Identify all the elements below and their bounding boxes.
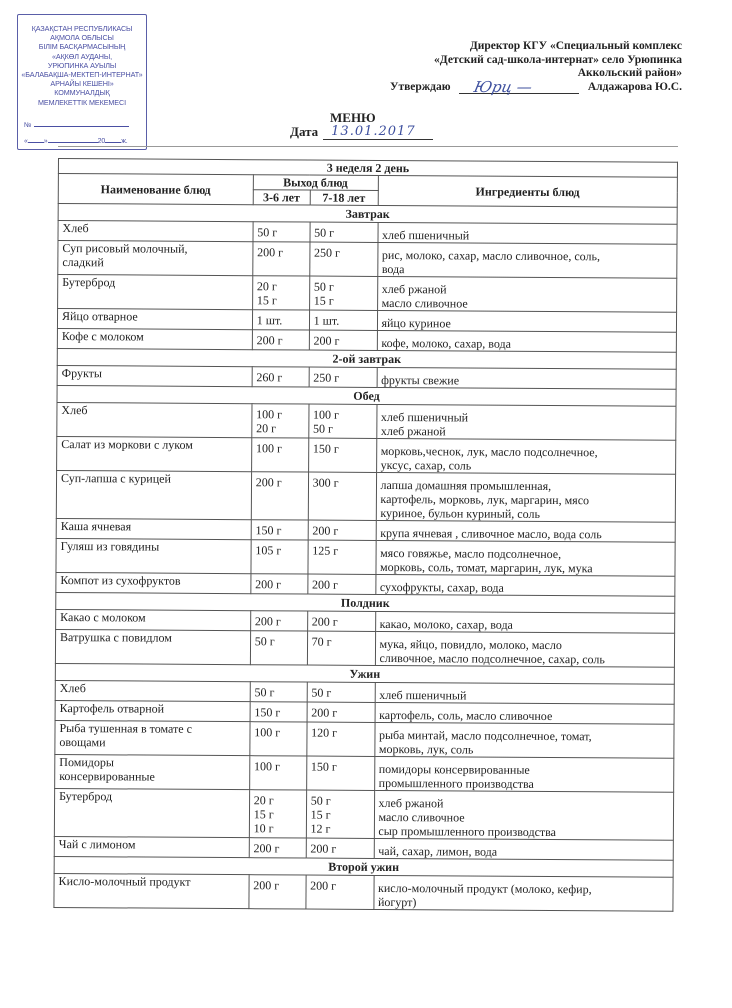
portion-3-6-cell xyxy=(250,702,307,722)
portion-7-18-line: 12 г xyxy=(310,821,331,836)
stamp-line: КОММУНАЛДЫҚ xyxy=(54,88,110,98)
stamp-line: БІЛІМ БАСҚАРМАСЫНЫҢ xyxy=(38,42,126,52)
portion-7-18-cell xyxy=(306,756,374,790)
dish-name-line: Хлеб xyxy=(59,681,86,696)
dish-name-cell xyxy=(57,328,252,349)
dish-name-line: Помидоры xyxy=(59,755,114,770)
portion-3-6-line: 20 г xyxy=(256,279,277,294)
ingredients-cell xyxy=(375,540,675,576)
section-title: Ужин xyxy=(55,663,674,684)
portion-3-6-line: 200 г xyxy=(255,577,282,592)
portion-3-6-cell xyxy=(252,330,309,350)
ingredients-line: сухофрукты, сахар, вода xyxy=(379,579,504,595)
dish-name-line: Рыба тушенная в томате с xyxy=(59,721,193,736)
dish-name-cell xyxy=(55,754,250,789)
portion-7-18-line: 200 г xyxy=(311,577,339,592)
portion-7-18-line: 100 г xyxy=(313,407,340,422)
document-title: МЕНЮ xyxy=(330,110,376,125)
dish-name-line: Компот из сухофруктов xyxy=(60,573,181,588)
dish-name-line: Суп рисовый молочный, xyxy=(62,241,188,256)
portion-3-6-line: 1 шт. xyxy=(256,313,283,328)
portion-3-6-cell xyxy=(251,574,308,594)
table-row xyxy=(56,470,675,522)
dish-name-line: Фрукты xyxy=(61,366,103,381)
ingredients-line: морковь,чеснок, лук, масло подсолнечное, xyxy=(380,443,598,460)
dish-name-line: овощами xyxy=(59,735,106,750)
section-title: Второй ужин xyxy=(54,856,673,877)
ingredients-line: масло сливочное xyxy=(378,809,465,825)
ingredients-line: хлеб ржаной xyxy=(378,795,444,811)
portion-7-18-line: 200 г xyxy=(310,878,337,893)
approval-line-2: «Детский сад-школа-интернат» село Урюпинка xyxy=(434,53,682,66)
dish-name-cell xyxy=(57,309,252,330)
ingredients-cell xyxy=(378,222,678,244)
menu-table-body xyxy=(54,204,677,912)
ingredients-cell xyxy=(374,790,674,840)
dish-name-cell xyxy=(55,700,250,721)
portion-3-6-cell xyxy=(252,367,309,387)
dish-name-line: консервированные xyxy=(59,769,155,784)
ingredients-cell xyxy=(376,520,676,542)
ingredients-cell xyxy=(377,242,677,278)
dish-name-line: Хлеб xyxy=(62,221,89,236)
portion-7-18-cell xyxy=(310,222,378,242)
portion-7-18-line: 120 г xyxy=(311,725,338,740)
dish-name-line: Ватрушка с повидлом xyxy=(60,630,172,645)
dish-name-cell xyxy=(56,572,251,593)
week-day-header: 3 неделя 2 день xyxy=(58,159,677,178)
ingredients-line: рис, молоко, сахар, масло сливочное, соль, xyxy=(381,247,601,264)
header-age-3-6: 3-6 лет xyxy=(253,190,310,205)
ingredients-line: рыба минтай, масло подсолнечное, томат, xyxy=(378,727,592,744)
date-row xyxy=(290,124,433,140)
portion-3-6-cell xyxy=(250,631,307,665)
stamp-line: «БАЛАБАҚША-МЕКТЕП-ИНТЕРНАТ» xyxy=(21,70,143,80)
ingredients-line: промышленного производства xyxy=(378,775,534,791)
portion-7-18-cell xyxy=(306,838,374,858)
portion-3-6-line: 50 г xyxy=(254,634,275,649)
portion-7-18-line: 150 г xyxy=(312,441,339,456)
portion-7-18-cell xyxy=(309,242,377,276)
portion-3-6-cell xyxy=(253,242,310,276)
portion-3-6-line: 200 г xyxy=(256,333,283,348)
portion-3-6-cell xyxy=(253,222,310,242)
dish-name-line: Яйцо отварное xyxy=(61,309,138,324)
dish-name-cell xyxy=(55,680,250,701)
approval-block xyxy=(390,40,682,94)
portion-7-18-line: 50 г xyxy=(311,685,332,700)
dish-name-line: Кисло-молочный продукт xyxy=(58,874,191,889)
ingredients-line: хлеб пшеничный xyxy=(380,409,469,425)
stamp-registration-number: № xyxy=(24,121,140,130)
portion-3-6-line: 100 г xyxy=(255,441,282,456)
ingredients-cell xyxy=(376,472,676,522)
portion-7-18-cell xyxy=(308,540,376,574)
handwritten-signature: Юрц — xyxy=(472,77,535,96)
table-row xyxy=(55,754,674,792)
ingredients-line: вода xyxy=(381,261,405,277)
section-title: Завтрак xyxy=(58,204,677,225)
date-label: Дата xyxy=(290,124,319,139)
table-row xyxy=(54,788,673,840)
ingredients-cell xyxy=(377,367,677,389)
header-output: Выход блюд xyxy=(253,175,378,191)
stamp-line: «АҚКӨЛ АУДАНЫ, xyxy=(51,51,112,61)
ingredients-line: хлеб пшеничный xyxy=(382,227,470,243)
dish-name-line: Гуляш из говядины xyxy=(60,539,160,554)
ingredients-cell xyxy=(375,682,675,704)
portion-3-6-line: 200 г xyxy=(253,841,280,856)
ingredients-line: сливочное, масло подсолнечное, сахар, соль xyxy=(379,650,605,667)
signature-line xyxy=(459,77,579,96)
approval-line-1: Директор КГУ «Специальный комплекс xyxy=(469,40,682,52)
dish-name-cell xyxy=(54,788,249,837)
approval-signature-row xyxy=(390,77,682,96)
portion-3-6-line: 100 г xyxy=(254,725,281,740)
dish-name-cell xyxy=(56,470,251,519)
portion-7-18-line: 125 г xyxy=(312,543,339,558)
portion-3-6-line: 20 г xyxy=(253,793,274,808)
stamp-line: УРЮПИНКА АУЫЛЫ xyxy=(47,60,117,70)
table-row xyxy=(54,873,673,911)
ingredients-cell xyxy=(377,310,677,332)
dish-name-cell xyxy=(56,609,251,630)
approval-line-3: Аккольский район» xyxy=(577,67,682,79)
portion-7-18-cell xyxy=(307,682,375,702)
portion-7-18-line: 250 г xyxy=(313,370,340,385)
header-ingredients: Ингредиенты блюд xyxy=(378,175,678,207)
ingredients-line: хлеб ржаной xyxy=(381,281,447,297)
portion-3-6-cell xyxy=(249,838,306,858)
ingredients-line: масло сливочное xyxy=(381,295,468,311)
portion-3-6-line: 105 г xyxy=(255,543,282,558)
portion-7-18-line: 200 г xyxy=(311,705,338,720)
ingredients-cell xyxy=(377,276,677,312)
portion-7-18-line: 200 г xyxy=(311,614,338,629)
portion-3-6-line: 50 г xyxy=(254,685,275,700)
portion-7-18-line: 200 г xyxy=(313,333,340,348)
table-row xyxy=(57,436,676,474)
section-title: 2-ой завтрак xyxy=(57,348,676,369)
ingredients-line: помидоры консервированные xyxy=(378,761,530,777)
dish-name-line: Бутерброд xyxy=(59,789,113,804)
dish-name-cell xyxy=(57,436,252,471)
portion-3-6-line: 200 г xyxy=(257,245,284,260)
portion-3-6-line: 200 г xyxy=(254,614,281,629)
portion-3-6-cell xyxy=(249,875,306,909)
approve-label: Утверждаю xyxy=(390,80,451,93)
ingredients-line: картофель, морковь, лук, маргарин, мясо xyxy=(380,491,590,508)
portion-3-6-cell xyxy=(250,682,307,702)
ingredients-line: какао, молоко, сахар, вода xyxy=(379,616,513,632)
portion-7-18-cell xyxy=(308,520,376,540)
dish-name-cell xyxy=(58,221,253,242)
ingredients-cell xyxy=(376,438,676,474)
stamp-line: МЕМЛЕКЕТТІК МЕКЕМЕСІ xyxy=(38,97,126,107)
portion-7-18-cell xyxy=(308,438,376,472)
dish-name-cell xyxy=(56,538,251,573)
portion-7-18-line: 50 г xyxy=(312,421,333,436)
portion-7-18-cell xyxy=(309,310,377,330)
ingredients-cell xyxy=(374,722,674,758)
portion-7-18-line: 50 г xyxy=(310,793,331,808)
ingredients-cell xyxy=(374,838,674,860)
portion-7-18-cell xyxy=(306,722,374,756)
portion-7-18-cell xyxy=(307,702,375,722)
portion-3-6-cell xyxy=(252,404,309,438)
ingredients-line: лапша домашняя промышленная, xyxy=(380,477,552,494)
ingredients-line: яйцо куриное xyxy=(381,315,451,331)
portion-7-18-cell xyxy=(308,404,376,438)
portion-7-18-line: 50 г xyxy=(313,279,334,294)
ingredients-cell xyxy=(377,330,677,352)
dish-name-cell xyxy=(54,836,249,857)
dish-name-line: сладкий xyxy=(62,255,104,270)
ingredients-line: хлеб пшеничный xyxy=(379,687,467,703)
portion-7-18-line: 15 г xyxy=(313,293,334,308)
ingredients-line: уксус, сахар, соль xyxy=(380,457,472,473)
director-name: Алдажарова Ю.С. xyxy=(587,80,682,93)
table-row xyxy=(58,275,677,313)
portion-7-18-cell xyxy=(309,276,377,310)
portion-7-18-cell xyxy=(306,875,374,909)
portion-7-18-cell xyxy=(308,472,376,520)
portion-3-6-cell xyxy=(252,310,309,330)
portion-7-18-line: 1 шт. xyxy=(313,313,340,328)
ingredients-line: кофе, молоко, сахар, вода xyxy=(381,335,512,351)
table-row xyxy=(56,538,675,576)
dish-name-line: Картофель отварной xyxy=(59,701,165,716)
ingredients-line: кисло-молочный продукт (молоко, кефир, xyxy=(378,880,592,897)
dish-name-line: Бутерброд xyxy=(62,275,116,290)
menu-table xyxy=(53,158,678,912)
stamp-line: ҚАЗАҚСТАН РЕСПУБЛИКАСЫ xyxy=(31,24,133,33)
ingredients-cell xyxy=(375,702,675,724)
stamp-date-line: « » 20 ж. xyxy=(24,138,128,145)
stamp-line: АРНАЙЫ КЕШЕНІ» xyxy=(50,79,114,89)
portion-3-6-line: 200 г xyxy=(253,878,280,893)
official-stamp xyxy=(17,14,147,150)
dish-name-cell xyxy=(55,629,250,664)
ingredients-line: морковь, лук, соль xyxy=(378,741,474,757)
portion-3-6-cell xyxy=(251,540,308,574)
table-row xyxy=(55,720,674,758)
ingredients-cell xyxy=(373,875,673,911)
ingredients-line: морковь, соль, томат, маргарин, лук, мука xyxy=(379,559,593,576)
ingredients-line: крупа ячневая , сливочное масло, вода соль xyxy=(380,525,602,542)
section-title: Полдник xyxy=(56,592,675,613)
dish-name-line: Салат из моркови с луком xyxy=(61,437,193,452)
portion-7-18-cell xyxy=(309,367,377,387)
handwritten-date: 13.01.2017 xyxy=(331,124,416,139)
portion-7-18-line: 300 г xyxy=(312,475,339,490)
ingredients-line: сыр промышленного производства xyxy=(378,823,557,840)
ingredients-line: куриное, бульон куриный, соль xyxy=(380,505,541,521)
dish-name-cell xyxy=(57,365,252,386)
portion-3-6-line: 10 г xyxy=(253,821,274,836)
ingredients-cell xyxy=(374,756,674,792)
portion-3-6-line: 15 г xyxy=(256,293,277,308)
ingredients-line: йогурт) xyxy=(377,894,417,910)
portion-3-6-cell xyxy=(250,611,307,631)
ingredients-line: мука, яйцо, повидло, молоко, масло xyxy=(379,636,562,653)
portion-7-18-cell xyxy=(307,574,375,594)
portion-7-18-line: 200 г xyxy=(312,523,339,538)
portion-3-6-cell xyxy=(252,276,309,310)
portion-3-6-cell xyxy=(249,790,306,838)
ingredients-line: фрукты свежие xyxy=(381,372,460,388)
ingredients-cell xyxy=(375,574,675,596)
dish-name-cell xyxy=(54,873,249,908)
portion-7-18-cell xyxy=(306,790,374,838)
table-row xyxy=(55,629,674,667)
portion-7-18-line: 150 г xyxy=(310,759,337,774)
dish-name-cell xyxy=(56,518,251,539)
portion-7-18-line: 250 г xyxy=(314,245,341,260)
portion-3-6-line: 200 г xyxy=(255,475,282,490)
dish-name-cell xyxy=(55,720,250,755)
dish-name-cell xyxy=(58,275,253,310)
ingredients-line: картофель, соль, масло сливочное xyxy=(379,707,553,724)
portion-3-6-line: 100 г xyxy=(256,407,283,422)
section-title: Обед xyxy=(57,385,676,406)
ingredients-cell xyxy=(375,631,675,667)
portion-7-18-cell xyxy=(307,611,375,631)
stamp-line: АҚМОЛА ОБЛЫСЫ xyxy=(50,33,114,43)
portion-3-6-cell xyxy=(249,756,306,790)
portion-3-6-line: 150 г xyxy=(255,523,282,538)
portion-3-6-cell xyxy=(251,472,308,520)
dish-name-line: Каша ячневая xyxy=(60,519,132,534)
dish-name-line: Кофе с молоком xyxy=(61,329,144,344)
ingredients-line: хлеб ржаной xyxy=(380,423,446,439)
portion-3-6-line: 20 г xyxy=(256,421,277,436)
dish-name-cell xyxy=(57,402,252,437)
dish-name-cell xyxy=(58,241,253,276)
ingredients-cell xyxy=(375,611,675,633)
date-line xyxy=(323,124,433,140)
ingredients-line: мясо говяжье, масло подсолнечное, xyxy=(380,545,562,562)
portion-7-18-line: 70 г xyxy=(311,634,332,649)
dish-name-line: Чай с лимоном xyxy=(58,837,136,852)
ingredients-line: чай, сахар, лимон, вода xyxy=(378,843,498,859)
portion-3-6-line: 260 г xyxy=(256,370,283,385)
portion-3-6-cell xyxy=(251,520,308,540)
portion-3-6-cell xyxy=(250,722,307,756)
portion-7-18-line: 15 г xyxy=(310,807,331,822)
dish-name-line: Суп-лапша с курицей xyxy=(61,471,171,486)
header-age-7-18: 7-18 лет xyxy=(310,190,378,205)
portion-3-6-line: 100 г xyxy=(253,759,280,774)
portion-7-18-line: 200 г xyxy=(310,841,337,856)
dish-name-line: Какао с молоком xyxy=(60,610,146,625)
portion-3-6-line: 15 г xyxy=(253,807,274,822)
portion-3-6-line: 50 г xyxy=(257,225,278,240)
table-row xyxy=(58,241,677,279)
portion-7-18-cell xyxy=(307,631,375,665)
portion-3-6-line: 150 г xyxy=(254,705,281,720)
header-dish-name: Наименование блюд xyxy=(58,174,253,205)
dish-name-line: Хлеб xyxy=(61,403,88,418)
portion-7-18-line: 50 г xyxy=(314,225,335,240)
portion-7-18-cell xyxy=(309,330,377,350)
divider xyxy=(58,146,678,147)
portion-3-6-cell xyxy=(251,438,308,472)
ingredients-cell xyxy=(376,404,676,440)
table-row xyxy=(57,402,676,440)
